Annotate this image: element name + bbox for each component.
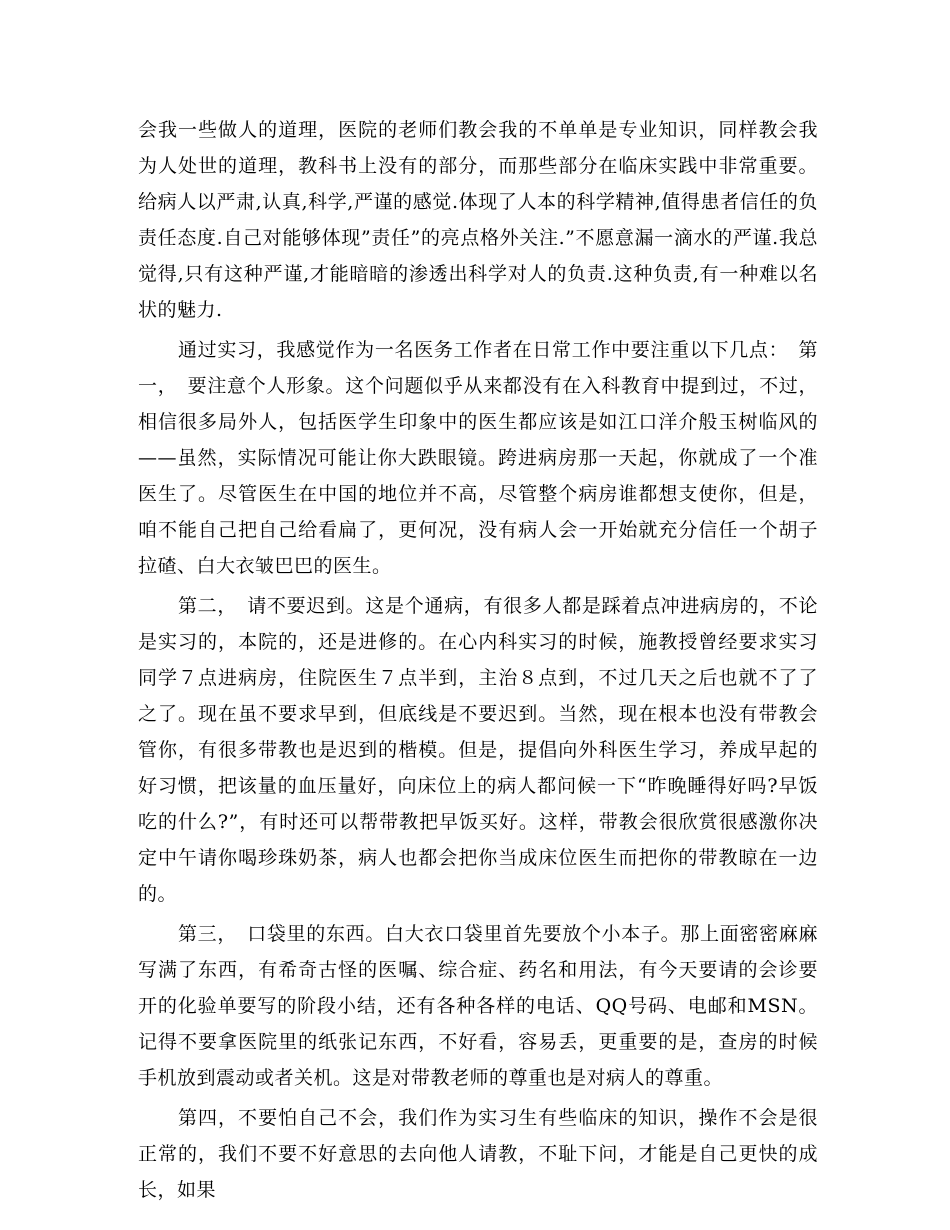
paragraph-5: 第四，不要怕自己不会，我们作为实习生有些临床的知识，操作不会是很正常的，我们不要不好意思的去向他人请教，不耻下问，才能是自己更快的成长，如果 <box>138 1107 818 1201</box>
paragraph-2: 通过实习，我感觉作为一名医务工作者在日常工作中要注重以下几点： 第一， 要注意个人形象。这个问题似乎从来都没有在入科教育中提到过，不过，相信很多局外人，包括医学生印象中的医生都应该是如江口洋介般玉树临风的——虽然，实际情况可能让你大跌眼镜。跨进病房那一天起，你就成了一个准医生了。尽管医生在中国的地位并不高，尽管整个病房谁都想支使你，但是，咱不能自己把自己给看扁了，更何况，没有病人会一开始就充分信任一个胡子拉碴、白大衣皱巴巴的医生。 <box>138 339 818 577</box>
paragraph-1: 会我一些做人的道理，医院的老师们教会我的不单单是专业知识，同样教会我为人处世的道理，教科书上没有的部分，而那些部分在临床实践中非常重要。给病人以严肃,认真,科学,严谨的感觉.体现了人本的科学精神,值得患者信任的负责任态度.自己对能够体现”责任”的亮点格外关注.”不愿意漏一滴水的严谨.我总觉得,只有这种严谨,才能暗暗的渗透出科学对人的负责.这种负责,有一种难以名状的魅力. <box>138 119 818 321</box>
paragraph-3: 第二， 请不要迟到。这是个通病，有很多人都是踩着点冲进病房的，不论是实习的，本院的，还是进修的。在心内科实习的时候，施教授曾经要求实习同学７点进病房，住院医生７点半到，主治８点到，不过几天之后也就不了了之了。现在虽不要求早到，但底线是不要迟到。当然，现在根本也没有带教会管你，有很多带教也是迟到的楷模。但是，提倡向外科医生学习，养成早起的好习惯，把该量的血压量好，向床位上的病人都问候一下“昨晚睡得好吗?早饭吃的什么?”，有时还可以帮带教把早饭买好。这样，带教会很欣赏很感激你决定中午请你喝珍珠奶茶，病人也都会把你当成床位医生而把你的带教晾在一边的。 <box>138 595 818 905</box>
document-body <box>138 112 818 1208</box>
paragraph-4: 第三， 口袋里的东西。白大衣口袋里首先要放个小本子。那上面密密麻麻写满了东西，有希奇古怪的医嘱、综合症、药名和用法，有今天要请的会诊要开的化验单要写的阶段小结，还有各种各样的电话、QQ号码、电邮和MSN。记得不要拿医院里的纸张记东西，不好看，容易丢，更重要的是，查房的时候手机放到震动或者关机。这是对带教老师的尊重也是对病人的尊重。 <box>138 923 818 1089</box>
